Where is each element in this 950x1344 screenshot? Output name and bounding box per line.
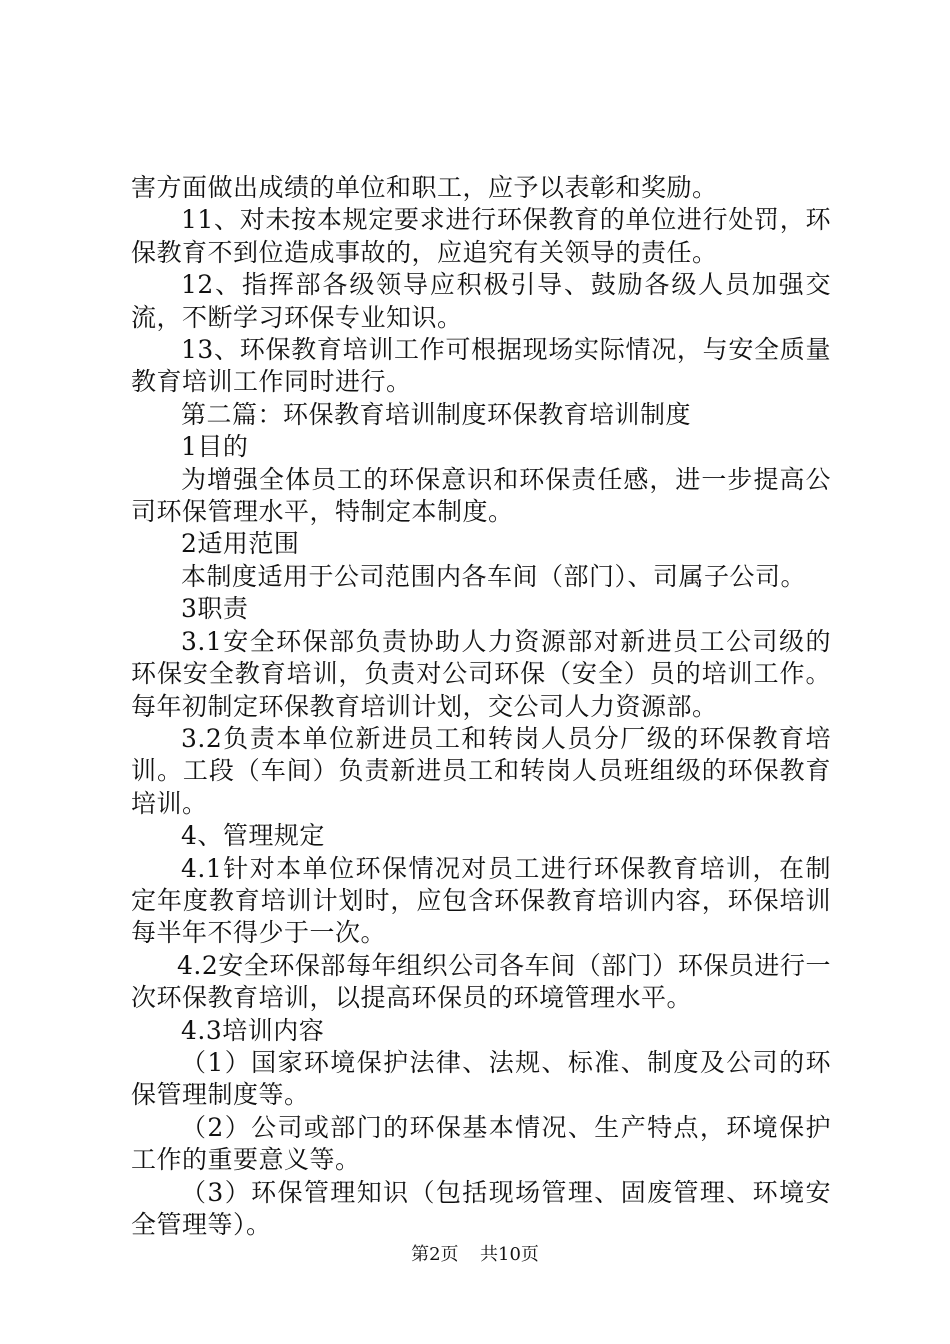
heading-scope: 2适用范围: [181, 529, 300, 559]
list-item-2: （2）公司或部门的环保基本情况、生产特点，环境保护工作的重要意义等。: [131, 1112, 831, 1175]
paragraph-item-13: 13、环保教育培训工作可根据现场实际情况，与安全质量教育培训工作同时进行。: [131, 335, 831, 397]
paragraph-continuation: 害方面做出成绩的单位和职工，应予以表彰和奖励。: [131, 173, 718, 202]
paragraph-4-1: 4.1针对本单位环保情况对员工进行环保教育培训，在制定年度教育培训计划时，应包含环保教育培训内容，环保培训每半年不得少于一次。: [131, 853, 831, 948]
list-item-1: （1）国家环境保护法律、法规、标准、制度及公司的环保管理制度等。: [131, 1047, 831, 1110]
page-number: 第2页: [411, 1244, 459, 1265]
paragraph-4-2: 4.2安全环保部每年组织公司各车间（部门）环保员进行一次环保教育培训，以提高环保员的环境管理水平。: [131, 950, 831, 1013]
paragraph-scope: 本制度适用于公司范围内各车间（部门）、司属子公司。: [181, 561, 807, 591]
paragraph-item-11: 11、对未按本规定要求进行环保教育的单位进行处罚，环保教育不到位造成事故的，应追究有关领导的责任。: [131, 205, 831, 267]
page-footer: [0, 1243, 950, 1267]
paragraph-3-1: 3.1安全环保部负责协助人力资源部对新进员工公司级的环保安全教育培训，负责对公司环保（安全）员的培训工作。每年初制定环保教育培训计划，交公司人力资源部。: [131, 626, 831, 721]
heading-purpose: 1目的: [181, 432, 249, 462]
section-title: 第二篇：环保教育培训制度环保教育培训制度: [181, 399, 692, 429]
document-body: [131, 172, 831, 1241]
heading-responsibilities: 3职责: [181, 594, 249, 624]
paragraph-item-12: 12、指挥部各级领导应积极引导、鼓励各级人员加强交流，不断学习环保专业知识。: [131, 270, 831, 332]
list-item-3: （3）环保管理知识（包括现场管理、固废管理、环境安全管理等）。: [131, 1177, 831, 1239]
paragraph-3-2: 3.2负责本单位新进员工和转岗人员分厂级的环保教育培训。工段（车间）负责新进员工和转岗人员班组级的环保教育培训。: [131, 723, 831, 818]
paragraph-purpose: 为增强全体员工的环保意识和环保责任感，进一步提高公司环保管理水平，特制定本制度。: [131, 464, 831, 527]
heading-training-content: 4.3培训内容: [181, 1015, 325, 1045]
page-total: 共10页: [480, 1244, 539, 1265]
heading-management: 4、管理规定: [181, 821, 325, 851]
